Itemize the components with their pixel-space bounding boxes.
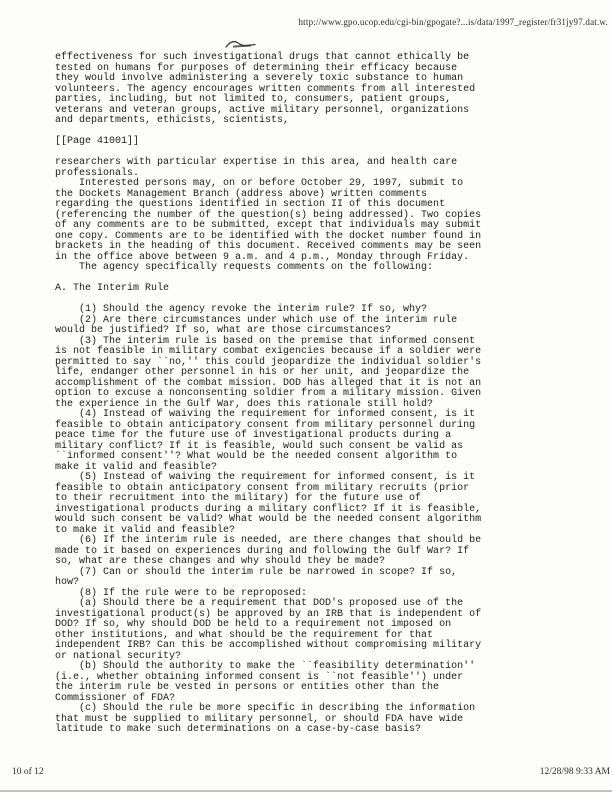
document-line: Commissioner of FDA?	[55, 692, 176, 704]
document-line: independent IRB? Can this be accomplished without compromising military	[55, 640, 482, 651]
document-line: investigational products during a military conflict? If it is feasible,	[55, 503, 482, 515]
document-line: latitude to make such determinations on a case-by-case basis?	[55, 724, 422, 735]
footer-page-indicator: 10 of 12	[12, 767, 44, 777]
document-line: (c) Should the rule be more specific in describing the information	[55, 703, 476, 714]
document-line: (b) Should the authority to make the ``feasibility determination''	[55, 661, 476, 672]
document-line: researchers with particular expertise in this area, and health care	[55, 157, 458, 168]
document-line: (a) Should there be a requirement that DOD's proposed use of the	[55, 598, 464, 609]
document-line: to their recruitment into the military) for the future use of	[55, 493, 422, 504]
document-line: how?	[55, 577, 80, 588]
document-line: feasible to obtain anticipatory consent from military recruits (prior	[55, 482, 470, 494]
document-line: one copy. Comments are to be identified with the docket number found in	[55, 230, 482, 242]
document-line: peace time for the future use of investigational products during a	[55, 430, 452, 441]
document-line: brackets in the heading of this document. Received comments may be seen	[55, 241, 482, 252]
document-line: in the office above between 9 a.m. and 4 p.m., Monday through Friday.	[55, 251, 470, 263]
document-line: ``informed consent''? What would be the needed consent algorithm to	[55, 451, 458, 462]
document-line: the experience in the Gulf War, does this rationale still hold?	[55, 398, 434, 410]
document-line: make it valid and feasible?	[55, 461, 218, 473]
document-line: the interim rule be vested in persons or entities other than the	[55, 682, 440, 693]
document-line: feasible to obtain anticipatory consent from military personnel during	[55, 419, 476, 431]
document-line: to make it valid and feasible?	[55, 524, 236, 536]
document-line: (7) Can or should the interim rule be narrowed in scope? If so,	[55, 566, 458, 578]
document-line: or national security?	[55, 650, 182, 662]
document-line: [[Page 41001]]	[55, 136, 140, 147]
document-line: is not feasible in military combat exigencies because if a soldier were	[55, 346, 482, 357]
document-line: DOD? If so, why should DOD be held to a requirement not imposed on	[55, 619, 452, 630]
document-line: (5) Instead of waiving the requirement for informed consent, is it	[55, 472, 476, 483]
pen-scribble-artifact	[224, 38, 258, 50]
document-line: The agency specifically requests comments on the following:	[55, 262, 434, 273]
document-line: other institutions, and what should be the requirement for that	[55, 629, 434, 641]
document-line: military conflict? If it is feasible, would such consent be valid as	[55, 440, 464, 452]
page-header-url: http://www.gpo.ucop.edu/cgi-bin/gpogate?...is/data/1997_register/fr31jy97.dat.w.	[298, 17, 608, 27]
document-line: professionals.	[55, 167, 140, 179]
document-line: tested on humans for purposes of determining their efficacy because	[55, 62, 458, 74]
document-line: life, endanger other personnel in his or her unit, and jeopardize the	[55, 367, 470, 378]
document-line: regarding the questions identified in section II of this document	[55, 199, 446, 210]
document-line: of any comments are to be submitted, except that individuals may submit	[55, 220, 482, 231]
document-line: (8) If the rule were to be reproposed:	[55, 587, 308, 599]
document-line: (referencing the number of the question(s) being addressed). Two copies	[55, 209, 482, 221]
document-line: A. The Interim Rule	[55, 283, 170, 294]
document-line: option to excuse a nonconsenting soldier from a military mission. Given	[55, 388, 482, 399]
document-line: (2) Are there circumstances under which use of the interim rule	[55, 314, 458, 326]
document-line: investigational product(s) be approved by an IRB that is independent of	[55, 608, 482, 620]
document-body	[55, 53, 481, 736]
document-line: effectiveness for such investigational drugs that cannot ethically be	[55, 52, 470, 63]
document-line: the Dockets Management Branch (address above) written comments	[55, 188, 428, 200]
document-line: (3) The interim rule is based on the premise that informed consent	[55, 335, 476, 347]
document-line: volunteers. The agency encourages written comments from all interested	[55, 83, 476, 95]
document-line: (i.e., whether obtaining informed consent is ``not feasible'') under	[55, 671, 464, 683]
document-line: and departments, ethicists, scientists,	[55, 115, 290, 126]
document-line: (4) Instead of waiving the requirement for informed consent, is it	[55, 409, 476, 420]
document-line: veterans and veteran groups, active military personnel, organizations	[55, 104, 470, 116]
document-line: that must be supplied to military personnel, or should FDA have wide	[55, 713, 464, 725]
document-line: so, what are these changes and why should they be made?	[55, 556, 386, 567]
document-line: permitted to say ``no,'' this could jeopardize the individual soldier's	[55, 356, 482, 368]
document-line: parties, including, but not limited to, consumers, patient groups,	[55, 94, 452, 105]
document-line: accomplishment of the combat mission. DOD has alleged that it is not an	[55, 377, 482, 389]
document-line: (1) Should the agency revoke the interim rule? If so, why?	[55, 304, 428, 315]
document-line: would be justified? If so, what are those circumstances?	[55, 325, 392, 336]
document-line: (6) If the interim rule is needed, are there changes that should be	[55, 535, 482, 546]
document-line: they would involve administering a severely toxic substance to human	[55, 73, 464, 84]
document-line: made to it based on experiences during and following the Gulf War? If	[55, 545, 470, 557]
document-line: Interested persons may, on or before October 29, 1997, submit to	[55, 178, 464, 189]
document-line: would such consent be valid? What would be the needed consent algorithm	[55, 514, 482, 525]
footer-timestamp: 12/28/98 9:33 AM	[539, 767, 610, 777]
